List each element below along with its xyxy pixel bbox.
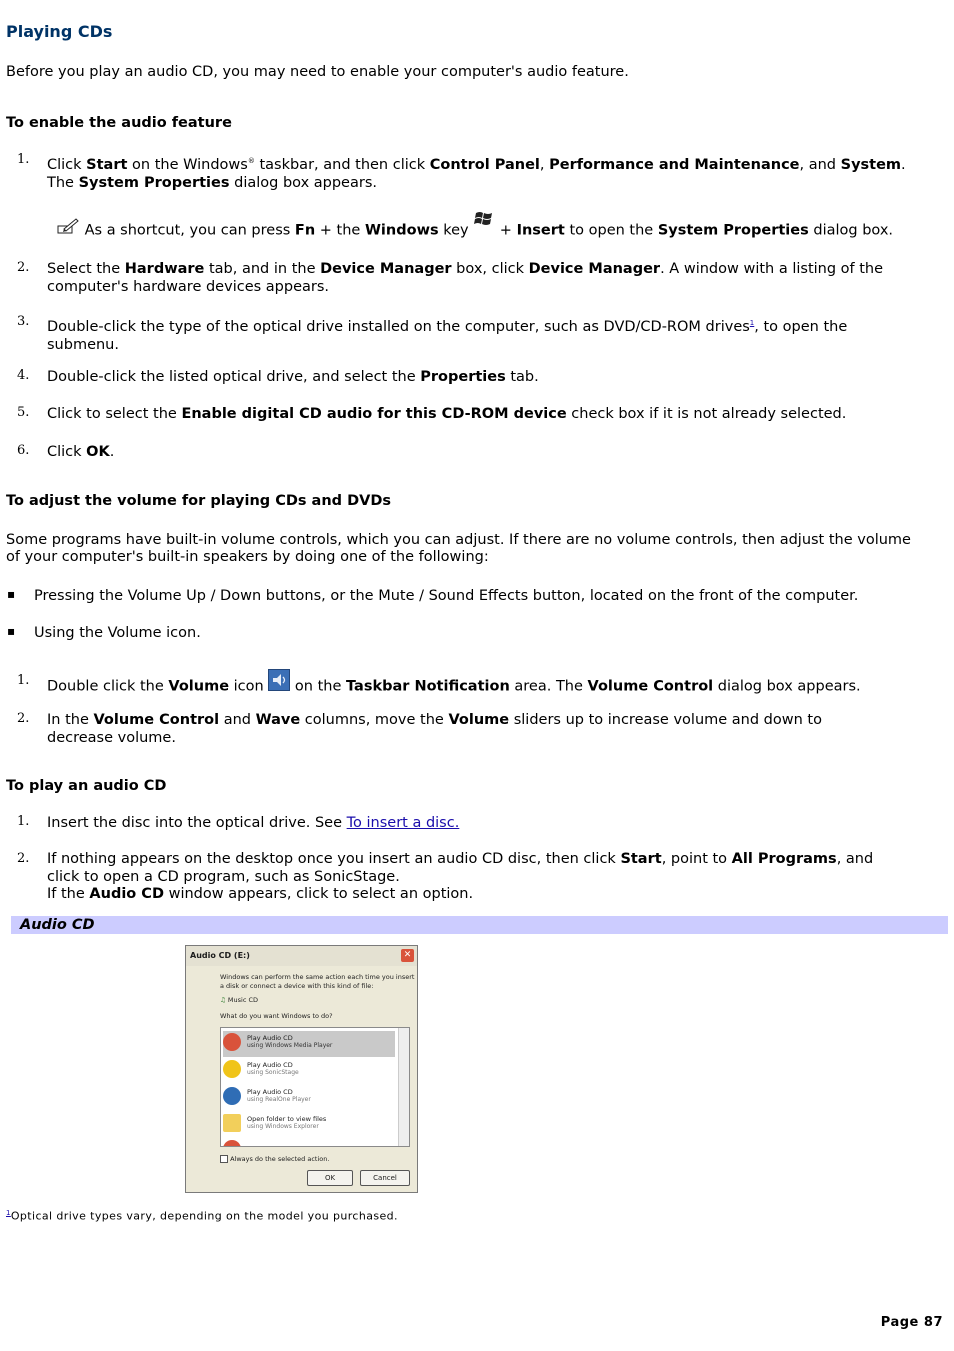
step-2-text: Select the Hardware tab, and in the Device Manager box, click Device Manager. A window with a listing of the computer's hardware devices appears. [47,261,884,295]
play-step-1-text: Insert the disc into the optical drive. See To insert a disc. [47,815,460,831]
step-number: 1. [17,673,30,688]
page-title: Playing CDs [6,22,113,41]
dialog-checkbox: Always do the selected action. [220,1155,329,1163]
volume-intro-line2: of your computer's built-in speakers by doing one of the following: [6,549,489,565]
step-number: 6. [17,443,30,458]
bullet-icon: ▪ [7,587,16,601]
dialog-cancel-button: Cancel [360,1170,410,1186]
play-step-2-text: If nothing appears on the desktop once you insert an audio CD disc, then click Start, point to All Programs, and click to open a CD program, such as SonicStage. If the Audio CD window appears, click to select an option. [47,851,874,902]
windows-key-icon [473,209,495,238]
close-icon: ✕ [401,949,414,962]
partial-item-icon [223,1140,241,1147]
step-4-text: Double-click the listed optical drive, and select the Properties tab. [47,369,539,385]
step-number: 4. [17,368,30,383]
list-item: Play Audio CD using SonicStage [223,1058,395,1084]
step-number: 2. [17,260,30,275]
page-number: Page 87 [880,1315,943,1330]
shortcut-note: As a shortcut, you can press Fn + the Windows key + Insert to open the System Properties dialog box. [56,216,893,245]
list-item: Play Audio CD using Windows Media Player [223,1031,395,1057]
step-3-text: Double-click the type of the optical drive installed on the computer, such as DVD/CD-ROM drives$^1$, to open the submenu. [47,318,848,353]
sonicstage-icon [223,1060,241,1078]
step-6-text: Click OK. [47,444,115,460]
bullet-icon: ▪ [7,624,16,638]
realone-icon [223,1087,241,1105]
insert-disc-link[interactable]: To insert a disc. [346,815,460,831]
dialog-scrollbar [398,1028,409,1146]
music-note-icon: ♫ [220,996,226,1004]
step-number: 3. [17,314,30,329]
volume-speaker-icon [268,669,290,696]
footnote: $^1$Optical drive types vary, depending on the model you purchased. [6,1209,398,1223]
dialog-description: Windows can perform the same action each time you insert a disk or connect a device with this kind of file: [220,973,415,990]
list-item: Open folder to view files using Windows Explorer [223,1112,395,1138]
list-item: Play Audio CD using RealOne Player [223,1085,395,1111]
section-heading-adjust-volume: To adjust the volume for playing CDs and DVDs [6,493,392,509]
section-heading-play-cd: To play an audio CD [6,778,167,794]
list-item [223,1138,395,1147]
step-number: 1. [17,814,30,829]
volume-intro-line1: Some programs have built-in volume controls, which you can adjust. If there are no volume controls, then adjust the volume [6,532,911,548]
step-number: 1. [17,152,30,167]
step-5-text: Click to select the Enable digital CD audio for this CD-ROM device check box if it is not already selected. [47,406,847,422]
figure-caption-banner: Audio CD [11,916,948,934]
step-number: 2. [17,851,30,866]
footnote-number[interactable]: 1 [6,1209,11,1217]
bullet-item: Using the Volume icon. [34,625,201,641]
volume-step-1-text: Double click the Volume icon on the Taskbar Notification area. The Volume Control dialog box appears. [47,673,947,700]
section-heading-enable-audio: To enable the audio feature [6,115,232,131]
dialog-ok-button: OK [307,1170,353,1186]
dialog-action-list [220,1027,410,1147]
intro-text: Before you play an audio CD, you may need to enable your computer's audio feature. [6,64,629,80]
volume-step-2-text: In the Volume Control and Wave columns, move the Volume sliders up to increase volume and down to decrease volume. [47,712,822,746]
dialog-title: Audio CD (E:) [186,946,417,966]
step-number: 5. [17,405,30,420]
audio-cd-dialog-image [185,945,418,1193]
bullet-item: Pressing the Volume Up / Down buttons, or the Mute / Sound Effects button, located on the front of the computer. [34,588,859,604]
note-pencil-icon [56,217,80,244]
dialog-content-type: ♫ Music CD [220,996,259,1004]
step-number: 2. [17,711,30,726]
step-1-text: Click Start on the Windows® taskbar, and then click Control Panel, Performance and Maintenance, and System. The System Properties dialog box appears. [47,156,906,191]
media-player-icon [223,1033,241,1051]
folder-icon [223,1114,241,1132]
dialog-question: What do you want Windows to do? [220,1012,333,1020]
footnote-ref-link[interactable]: 1 [749,319,755,327]
